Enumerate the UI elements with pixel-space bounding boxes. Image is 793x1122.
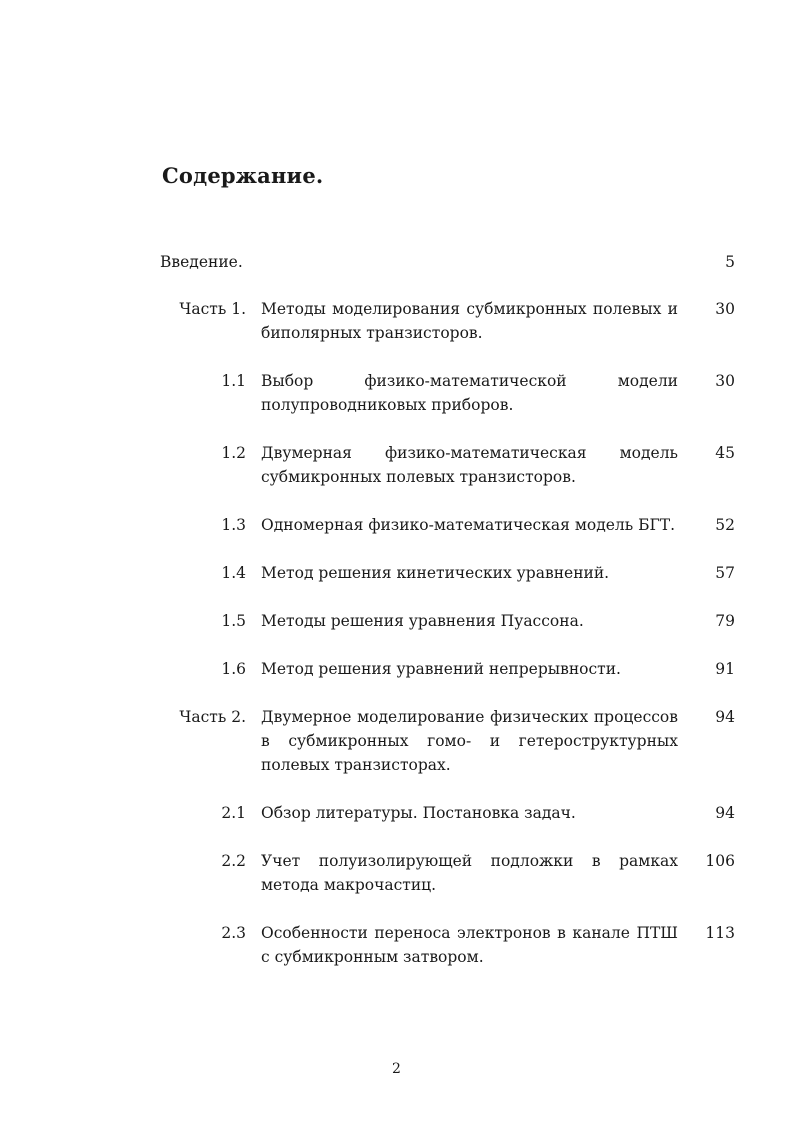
- toc-entry-page: 30: [715, 300, 735, 318]
- toc-entry-page: 52: [715, 516, 735, 534]
- toc-entry-text: Метод решения уравнений непрерывности.: [261, 660, 621, 678]
- toc-entry-label: Часть 1.: [179, 300, 246, 318]
- toc-entry-1-6[interactable]: [160, 657, 735, 681]
- toc-entry-1-5[interactable]: [160, 609, 735, 633]
- toc-entry-label: 1.6: [221, 660, 246, 678]
- toc-entry-2-3[interactable]: [160, 921, 735, 969]
- toc-entry-1-2[interactable]: [160, 441, 735, 489]
- toc-entry-page: 30: [715, 372, 735, 390]
- toc-entry-2-1[interactable]: [160, 801, 735, 825]
- toc-entry-page: 5: [725, 253, 735, 271]
- toc-entry-1-1[interactable]: [160, 369, 735, 417]
- toc-entry-text: Особенности переноса электронов в канале ПТШ с субмикронным затвором.: [261, 924, 678, 966]
- toc-entry-page: 45: [715, 444, 735, 462]
- toc-entry-page: 57: [715, 564, 735, 582]
- toc-entry-text: Методы решения уравнения Пуассона.: [261, 612, 584, 630]
- toc-entry-label: 2.2: [221, 852, 246, 870]
- toc-entry-label: Часть 2.: [179, 708, 246, 726]
- toc-entry-page: 106: [705, 852, 735, 870]
- toc-entry-text: Двумерное моделирование физических процессов в субмикронных гомо- и гетероструктурных полевых транзисторах.: [261, 708, 678, 774]
- toc-entry-text: Введение.: [160, 253, 243, 271]
- toc-entry-label: 1.2: [221, 444, 246, 462]
- toc-entry-page: 94: [715, 708, 735, 726]
- toc-entry-text: Методы моделирования субмикронных полевых и биполярных транзисторов.: [261, 300, 678, 342]
- toc-entry-text: Метод решения кинетических уравнений.: [261, 564, 610, 582]
- toc-entry-label: 1.4: [221, 564, 246, 582]
- toc-entry-label: 1.5: [221, 612, 246, 630]
- toc-entry-label: 2.3: [221, 924, 246, 942]
- toc-entry-page: 79: [715, 612, 735, 630]
- toc-entry-text: Одномерная физико-математическая модель БГТ.: [261, 516, 676, 534]
- toc-entry-text: Учет полуизолирующей подложки в рамках метода макрочастиц.: [261, 852, 678, 894]
- toc-entry-text: Выбор физико-математической модели полупроводниковых приборов.: [261, 372, 678, 414]
- toc-entry-page: 91: [715, 660, 735, 678]
- toc-entry-part-2[interactable]: [160, 705, 735, 777]
- toc-entry-page: 113: [705, 924, 735, 942]
- toc-entry-1-4[interactable]: [160, 561, 735, 585]
- page-number: 2: [392, 1061, 401, 1077]
- page-title: Содержание.: [162, 163, 324, 188]
- toc-entry-label: 1.3: [221, 516, 246, 534]
- toc-entry-text: Двумерная физико-математическая модель субмикронных полевых транзисторов.: [261, 444, 678, 486]
- toc-entry-page: 94: [715, 804, 735, 822]
- toc-entry-label: 2.1: [221, 804, 246, 822]
- toc-entry-2-2[interactable]: [160, 849, 735, 897]
- toc-entry-label: 1.1: [221, 372, 246, 390]
- toc-entry-1-3[interactable]: [160, 513, 735, 537]
- toc-entry-part-1[interactable]: [160, 297, 735, 345]
- toc-entry-introduction[interactable]: [160, 250, 735, 274]
- table-of-contents: [160, 250, 735, 969]
- toc-entry-text: Обзор литературы. Постановка задач.: [261, 804, 576, 822]
